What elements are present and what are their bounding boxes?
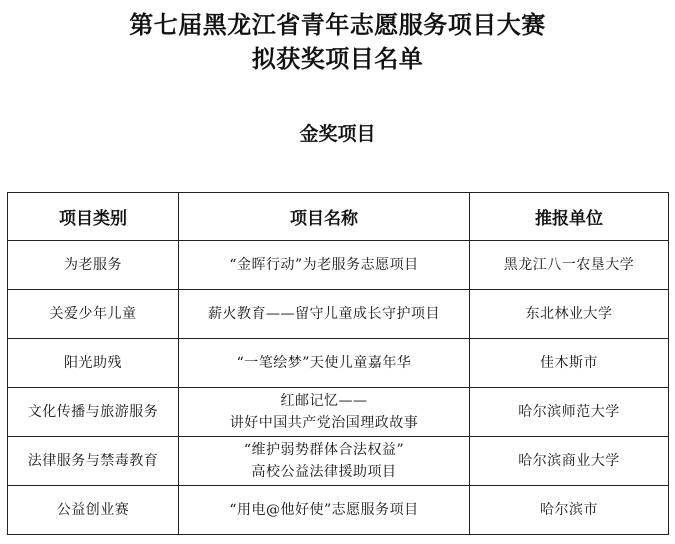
project-name-line: “金晖行动”为老服务志愿项目 bbox=[229, 257, 419, 273]
project-name-line-2: 讲好中国共产党治国理政故事 bbox=[229, 415, 419, 431]
row-category: 阳光助残 bbox=[8, 339, 179, 388]
project-name-line-2: 高校公益法律援助项目 bbox=[251, 464, 397, 480]
row-project-name bbox=[179, 290, 470, 339]
table-row bbox=[8, 388, 669, 437]
title-line-2: 拟获奖项目名单 bbox=[251, 45, 424, 73]
table-row bbox=[8, 486, 669, 535]
project-name-line: 薪火教育——留守儿童成长守护项目 bbox=[208, 306, 440, 322]
section-heading-gold-award: 金奖项目 bbox=[299, 123, 376, 145]
award-projects-table bbox=[7, 192, 669, 535]
row-project-name bbox=[179, 339, 470, 388]
row-unit: 哈尔滨师范大学 bbox=[470, 388, 669, 437]
row-category: 关爱少年儿童 bbox=[8, 290, 179, 339]
project-name-line: 红邮记忆—— bbox=[280, 393, 368, 409]
row-category: 法律服务与禁毒教育 bbox=[8, 437, 179, 486]
row-project-name bbox=[179, 241, 470, 290]
row-unit: 哈尔滨市 bbox=[470, 486, 669, 535]
title-line-1: 第七届黑龙江省青年志愿服务项目大赛 bbox=[129, 11, 546, 39]
row-unit: 东北林业大学 bbox=[470, 290, 669, 339]
row-category: 文化传播与旅游服务 bbox=[8, 388, 179, 437]
header-project-name: 项目名称 bbox=[179, 193, 470, 241]
row-unit: 佳木斯市 bbox=[470, 339, 669, 388]
row-project-name bbox=[179, 388, 470, 437]
row-unit: 黑龙江八一农垦大学 bbox=[470, 241, 669, 290]
table-header-row bbox=[8, 193, 669, 241]
project-name-line: “维护弱势群体合法权益” bbox=[243, 442, 405, 458]
table-row bbox=[8, 241, 669, 290]
header-category: 项目类别 bbox=[8, 193, 179, 241]
document-title bbox=[0, 8, 675, 76]
row-category: 为老服务 bbox=[8, 241, 179, 290]
row-unit: 哈尔滨商业大学 bbox=[470, 437, 669, 486]
row-project-name bbox=[179, 437, 470, 486]
project-name-line: “用电@他好使”志愿服务项目 bbox=[229, 502, 419, 518]
project-name-line: “一笔绘梦”天使儿童嘉年华 bbox=[236, 355, 412, 371]
table-row bbox=[8, 290, 669, 339]
table-row bbox=[8, 339, 669, 388]
row-category: 公益创业赛 bbox=[8, 486, 179, 535]
header-recommending-unit: 推报单位 bbox=[470, 193, 669, 241]
row-project-name bbox=[179, 486, 470, 535]
table-row bbox=[8, 437, 669, 486]
